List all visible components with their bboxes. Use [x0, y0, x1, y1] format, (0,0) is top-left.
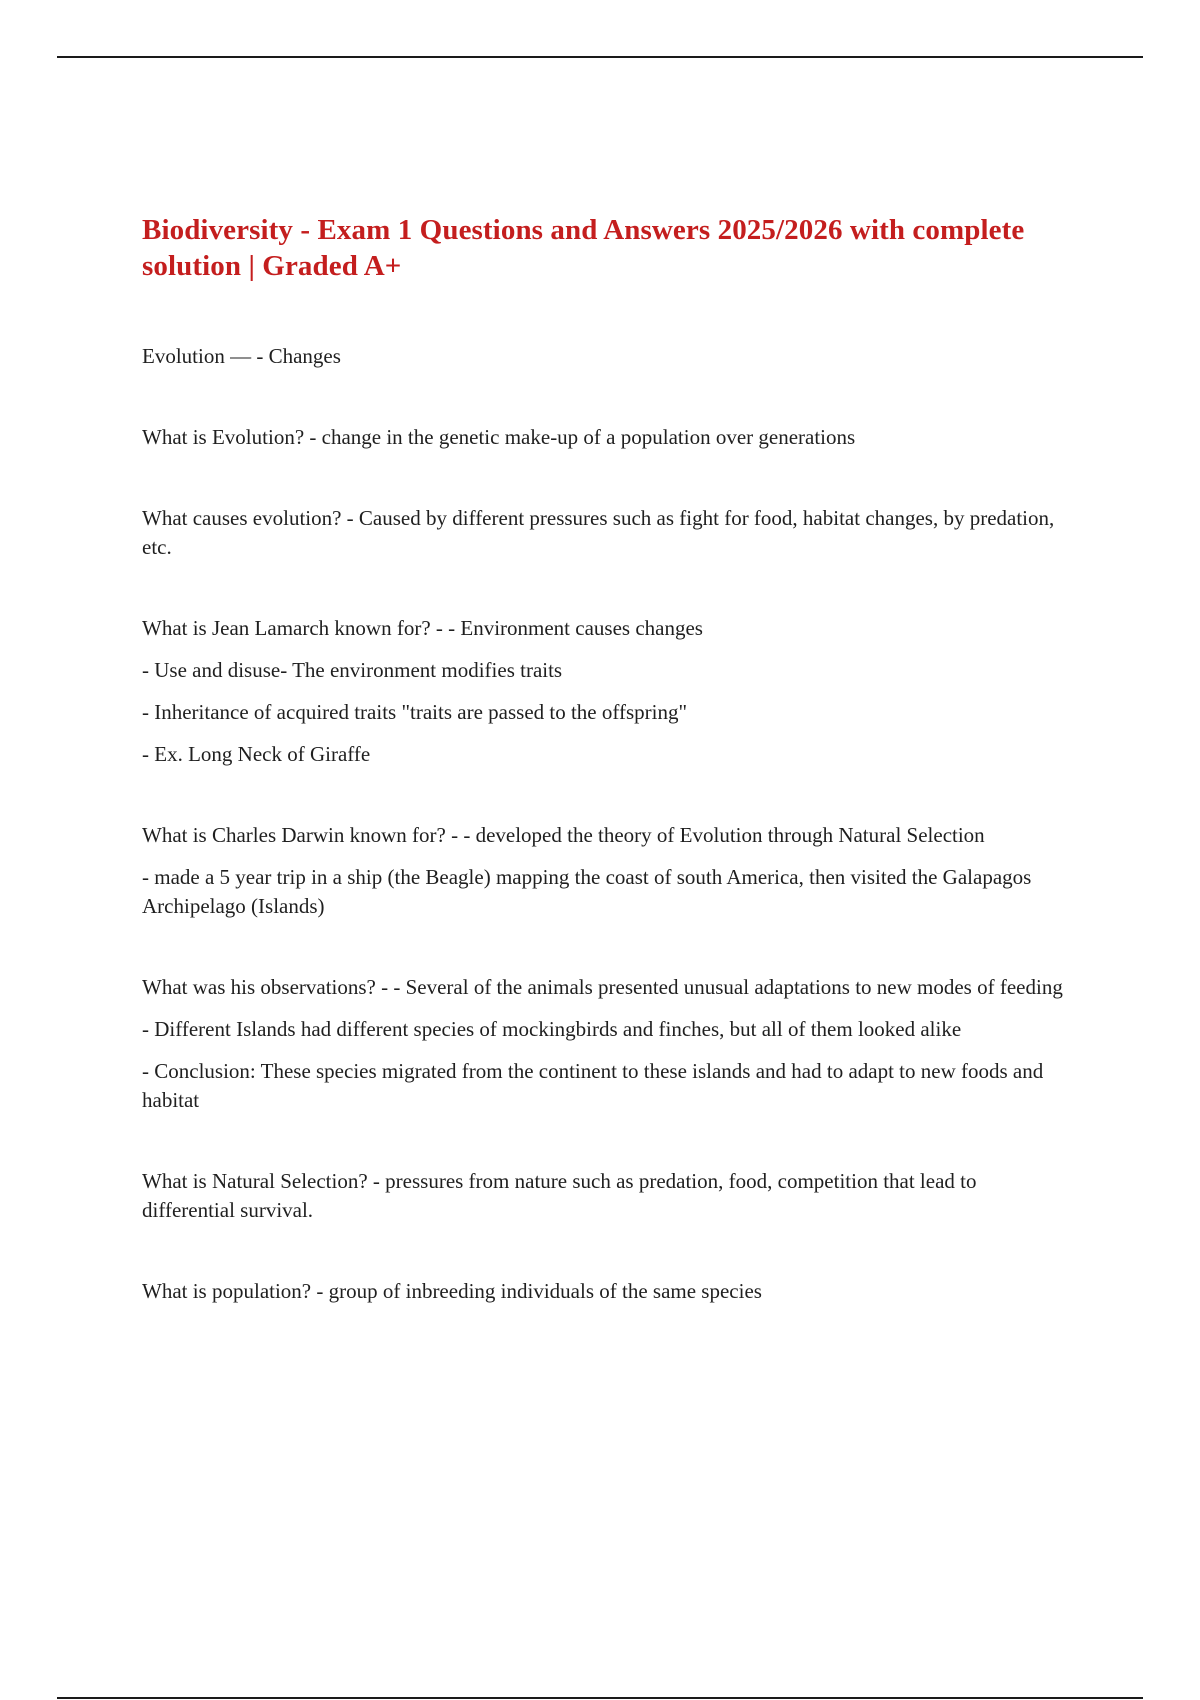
qa-entry: [142, 504, 1072, 562]
qa-line: - Different Islands had different species of mockingbirds and finches, but all of them looked alike: [142, 1017, 962, 1041]
qa-line: What causes evolution? - Caused by different pressures such as fight for food, habitat changes, by predation, etc.: [142, 506, 1055, 559]
qa-entry: [142, 821, 1072, 921]
qa-entry: [142, 614, 1072, 769]
qa-entry: [142, 1167, 1072, 1225]
qa-line: - Inheritance of acquired traits "traits are passed to the offspring": [142, 700, 688, 724]
qa-line: Evolution — - Changes: [142, 344, 341, 368]
qa-list: [142, 342, 1072, 1306]
qa-line: What is Charles Darwin known for? - - developed the theory of Evolution through Natural Selection: [142, 823, 985, 847]
qa-line: What is Evolution? - change in the genetic make-up of a population over generations: [142, 425, 856, 449]
bottom-divider: [57, 1697, 1143, 1699]
qa-line: - made a 5 year trip in a ship (the Beagle) mapping the coast of south America, then visited the Galapagos Archipelago (Islands): [142, 865, 1032, 918]
qa-line: What is Jean Lamarch known for? - - Environment causes changes: [142, 616, 703, 640]
qa-entry: [142, 342, 1072, 371]
qa-line: - Use and disuse- The environment modifies traits: [142, 658, 563, 682]
document-title: Biodiversity - Exam 1 Questions and Answers 2025/2026 with complete solution | Graded A+: [142, 214, 1025, 282]
qa-line: What is population? - group of inbreeding individuals of the same species: [142, 1279, 762, 1303]
qa-line: - Ex. Long Neck of Giraffe: [142, 742, 371, 766]
qa-entry: [142, 423, 1072, 452]
qa-line: What was his observations? - - Several of the animals presented unusual adaptations to new modes of feeding: [142, 975, 1063, 999]
document-content: [142, 212, 1072, 1358]
qa-entry: [142, 1277, 1072, 1306]
qa-line: What is Natural Selection? - pressures from nature such as predation, food, competition that lead to differential survival.: [142, 1169, 977, 1222]
qa-line: - Conclusion: These species migrated from the continent to these islands and had to adapt to new foods and habitat: [142, 1059, 1044, 1112]
top-divider: [57, 56, 1143, 58]
qa-entry: [142, 973, 1072, 1115]
